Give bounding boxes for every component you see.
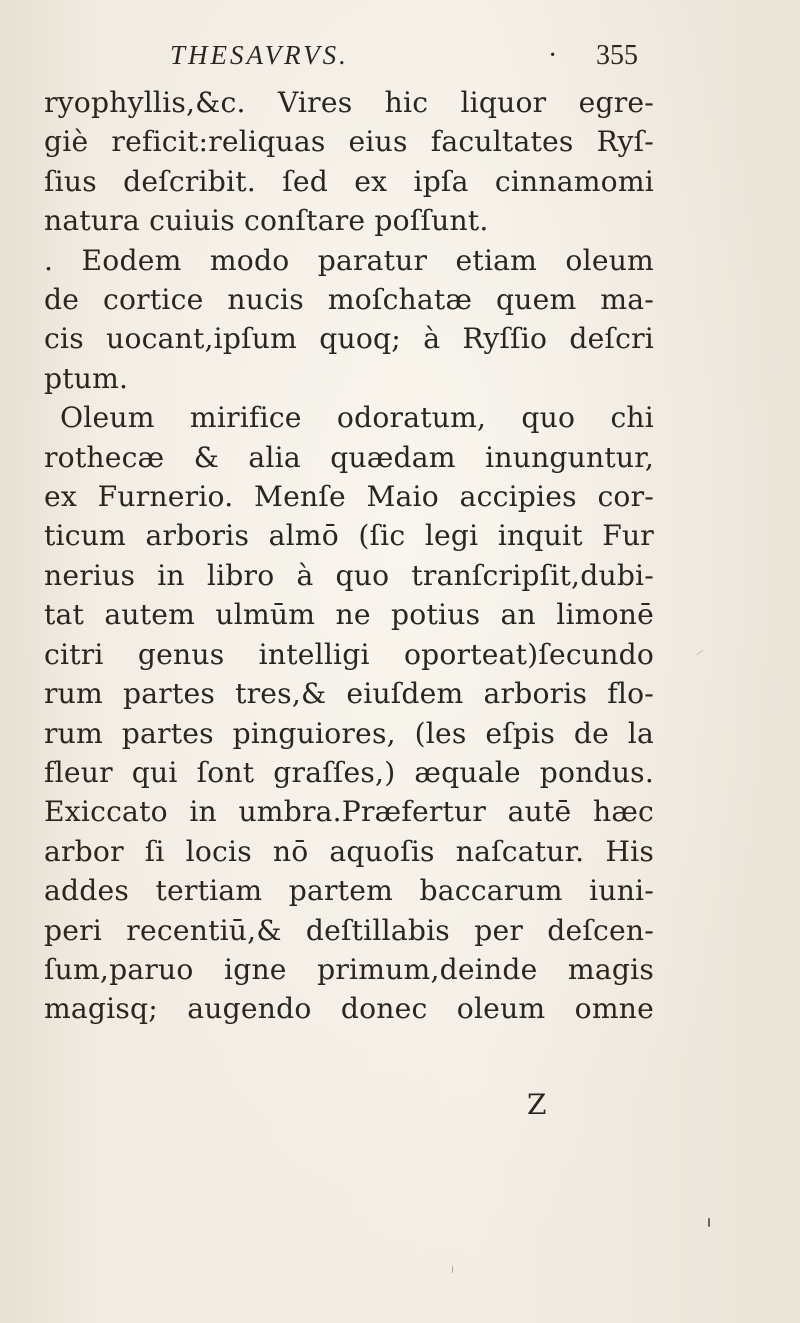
text-line: rum partes pinguiores, (les eſpis de la [44,716,654,750]
text-line: ex Furnerio. Menſe Maio accipies cor- [44,480,654,514]
paper-speck [452,1266,453,1273]
text-line: rum partes tres,& eiuſdem arboris flo- [44,677,654,711]
text-line: natura cuiuis conſtare poſſunt. [44,204,489,238]
text-line: peri recentiū,& deſtillabis per deſcen- [44,913,654,947]
paper-speck [696,650,703,655]
text-line: nerius in libro à quo tranſcripſit,dubi- [44,558,654,592]
text-line: rothecæ & alia quædam inunguntur, [44,440,654,474]
catchword: Z [527,1088,547,1121]
body-text [44,83,664,1029]
text-line: Oleum mirifice odoratum, quo chi [60,401,654,435]
header-dot: · [548,40,558,71]
text-line: ryophyllis,&c. Vires hic liquor egre- [44,86,654,119]
text-line: ſum,paruo igne primum,deinde magis [44,952,654,986]
text-line: ticum arboris almō (ſic legi inquit Fur [44,519,654,553]
page-number: 355 [596,40,638,71]
text-line: ptum. [44,361,129,395]
text-line: cis uocant,ipſum quoq; à Ryſſio deſcri [44,322,654,356]
text-line: giè reficit:reliquas eius facultates Ryſ- [44,125,654,159]
text-line: tat autem ulmūm ne potius an limonē [44,598,654,632]
text-line: arbor ſi locis nō aquoſis naſcatur. His [44,834,654,868]
paper-speck [708,1218,710,1227]
text-line: citri genus intelligi oporteat)ſecundo [44,637,654,671]
running-head: THESAVRVS. [170,40,349,70]
text-line: fleur qui ſont graſſes,) æquale pondus. [44,755,654,789]
text-line: ſius deſcribit. ſed ex ipſa cinnamomi [44,164,654,198]
text-line: magisq; augendo donec oleum omne [44,992,654,1026]
text-line: Exiccato in umbra.Præfertur autē hæc [44,795,654,829]
text-line: de cortice nucis moſchatæ quem ma- [44,283,654,317]
text-line: . Eodem modo paratur etiam oleum [44,243,654,277]
text-line: addes tertiam partem baccarum iuni- [44,874,654,908]
